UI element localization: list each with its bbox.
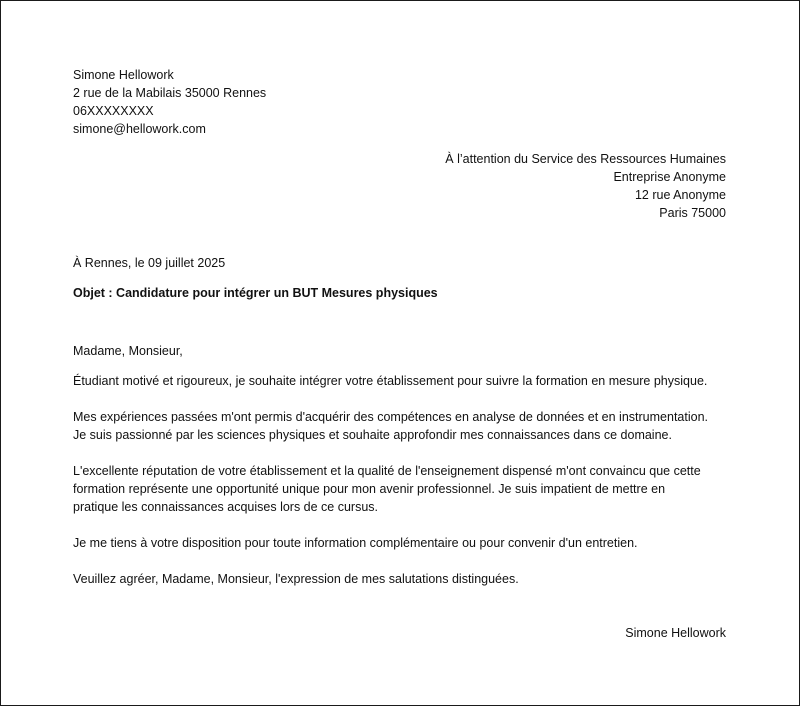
signature: Simone Hellowork <box>625 626 726 640</box>
sender-address: 2 rue de la Mabilais 35000 Rennes <box>73 86 267 100</box>
recipient-city: Paris 75000 <box>659 206 726 220</box>
greeting: Madame, Monsieur, <box>73 344 183 358</box>
body-paragraph-2-line-1: Mes expériences passées m'ont permis d'acquérir des compétences en analyse de données et en instrumentation. <box>73 410 708 424</box>
recipient-company: Entreprise Anonyme <box>613 170 726 184</box>
body-paragraph-1: Étudiant motivé et rigoureux, je souhaite intégrer votre établissement pour suivre la formation en mesure physique. <box>73 374 708 388</box>
body-paragraph-3-line-2: formation représente une opportunité unique pour mon avenir professionnel. Je suis impatient de mettre en <box>73 482 666 496</box>
body-paragraph-5: Veuillez agréer, Madame, Monsieur, l'expression de mes salutations distinguées. <box>73 572 519 586</box>
place-date: À Rennes, le 09 juillet 2025 <box>73 256 226 270</box>
sender-email: simone@hellowork.com <box>73 122 206 136</box>
body-paragraph-2-line-2: Je suis passionné par les sciences physiques et souhaite approfondir mes connaissances dans ce domaine. <box>73 428 672 442</box>
letter-subject: Objet : Candidature pour intégrer un BUT Mesures physiques <box>73 286 438 300</box>
sender-phone: 06XXXXXXXX <box>73 104 154 118</box>
body-paragraph-3-line-1: L'excellente réputation de votre établissement et la qualité de l'enseignement dispensé m'ont convaincu que cette <box>73 464 701 478</box>
sender-name: Simone Hellowork <box>73 68 174 82</box>
recipient-attention: À l’attention du Service des Ressources Humaines <box>445 152 726 166</box>
body-paragraph-4: Je me tiens à votre disposition pour toute information complémentaire ou pour convenir d'un entretien. <box>73 536 638 550</box>
body-paragraph-3-line-3: pratique les connaissances acquises lors de ce cursus. <box>73 500 379 514</box>
recipient-street: 12 rue Anonyme <box>634 188 726 202</box>
